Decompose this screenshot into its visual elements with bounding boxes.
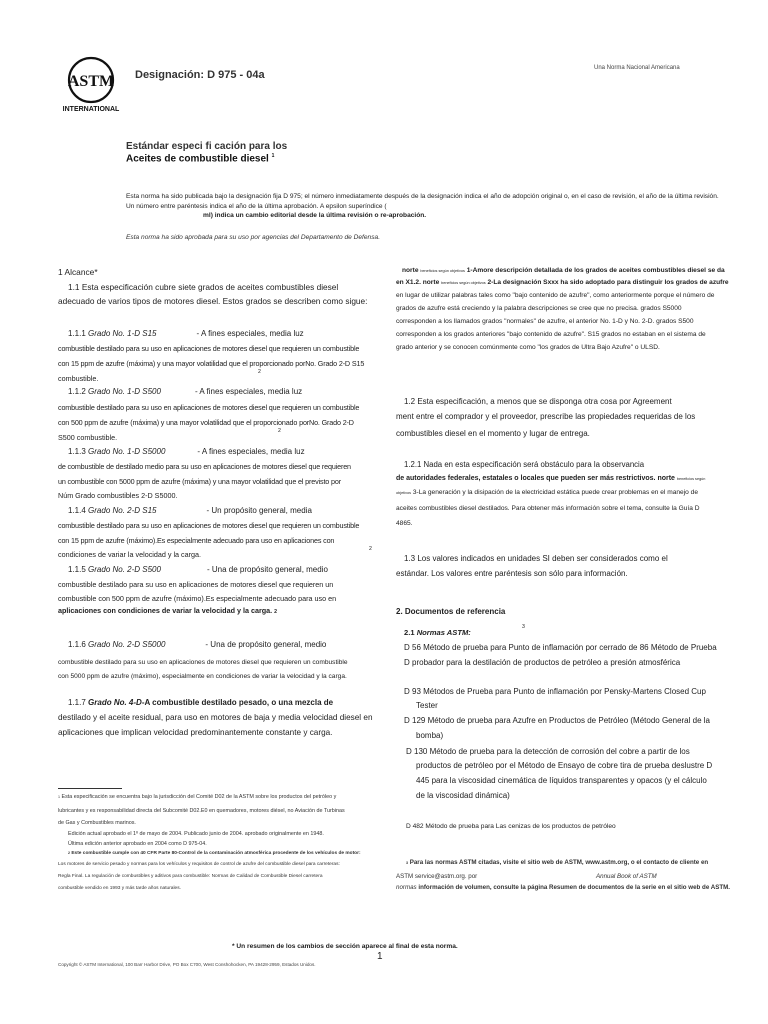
note-2-line-2: en lugar de utilizar palabras tales como "bajo contenido de azufre", como anteriormente porque el número de bbox=[396, 292, 715, 299]
para-1-1-line-2: adecuado de varios tipos de motores diesel. Estos grados se describen como sigue: bbox=[58, 296, 368, 306]
ref-d56-line-1: D 56 Método de prueba para Punto de inflamación por cerrado de 86 Método de Prueba bbox=[404, 643, 717, 652]
section-2-1-heading bbox=[404, 627, 471, 639]
grade-intro: - A fines especiales, media luz bbox=[196, 329, 304, 338]
footnote-italic: normas bbox=[396, 884, 417, 891]
grade-name: Grado No. 4-D bbox=[88, 698, 142, 707]
title-text: Aceites de combustible diesel bbox=[126, 153, 269, 165]
footnote-mark: 2 bbox=[68, 851, 70, 855]
para-text: de autoridades federales, estatales o locales que pueden ser más restrictivos. norte bbox=[396, 475, 675, 482]
grade-1-1-4-line-2: con 15 ppm de azufre (máximo).Es especialmente adecuado para uso en aplicaciones con bbox=[58, 536, 335, 545]
ref-d129-line-1: D 129 Método de prueba para Azufre en Productos de Petróleo (Método General de la bbox=[404, 716, 710, 725]
footnote-text: Este combustible cumple con 40 CFR Parte 80-Control de la contaminación atmosférica procedente de los vehículos de motor: bbox=[71, 851, 361, 856]
section-2-1-footnote: 3 bbox=[522, 624, 525, 630]
footnote-2-line-4: combustible vendido en 1993 y más tarde años naturales. bbox=[58, 886, 181, 891]
grade-number: 1.1.4 bbox=[68, 506, 86, 515]
logo-letters: ASTM bbox=[67, 73, 115, 90]
footnote-divider bbox=[58, 788, 122, 789]
note-lead: norte bbox=[402, 267, 419, 274]
section-title: Normas ASTM: bbox=[416, 628, 471, 637]
grade-1-1-7-line-1: destilado y el aceite residual, para uso en motores de baja y media velocidad diesel en bbox=[58, 713, 373, 722]
footnote-mark: 3 bbox=[406, 861, 408, 865]
copyright-line: Copyright © ASTM International, 100 Barr Harbor Drive, PO Box C700, West Conshohocken, PA 19428-2959, Estados Unidos. bbox=[58, 962, 316, 967]
grade-intro: - Una de propósito general, medio bbox=[206, 565, 328, 574]
note-2-line-4: corresponden a los llamados grados "normales" de azufre, el anterior No. 1-D y No. 2-D. grados S500 bbox=[396, 318, 694, 325]
grade-1-1-2-heading bbox=[68, 386, 302, 398]
grade-name: Grado No. 2-D S500 bbox=[88, 565, 161, 574]
grade-1-1-3-line-3: Núm Grado combustibles 2-D S5000. bbox=[58, 491, 178, 500]
note-tiny-label: beneficios según bbox=[676, 477, 706, 481]
defense-approval-note: Esta norma ha sido aprobada para su uso por agencias del Departamento de Defensa. bbox=[126, 234, 381, 241]
note-2-line-5: corresponden a los grados anteriores "bajo contenido de azufre". S15 grados no estaban en el sistema de bbox=[396, 331, 706, 338]
footnote-text: Para las normas ASTM citadas, visite el sitio web de ASTM, www.astm.org, o el contacto de cliente en bbox=[409, 859, 709, 866]
grade-intro: - A fines especiales, media luz bbox=[197, 447, 305, 456]
note-3-line-2: aceites combustibles diesel destilados. Para obtener más información sobre el tema, consulte la Guía D bbox=[396, 505, 700, 512]
grade-1-1-4-line-1: combustible destilado para su uso en aplicaciones de motores diesel que requieren un combustible bbox=[58, 521, 360, 530]
grade-name: Grado No. 2-D S5000 bbox=[88, 640, 166, 649]
grade-intro: - Un propósito general, media bbox=[206, 506, 312, 515]
grade-1-1-5-line-1: combustible destilado para su uso en aplicaciones de motores diesel que requieren un bbox=[58, 580, 334, 589]
grade-1-1-6-heading bbox=[68, 639, 326, 651]
grade-1-1-2-line-3: S500 combustible. bbox=[58, 433, 118, 442]
grade-text: aplicaciones con condiciones de variar la velocidad y la carga. bbox=[58, 606, 273, 615]
footnote-1-line-2: lubricantes y es responsabilidad directa del Subcomité D02.E0 en quemadores, motores diésel, no Aviación de Turbinas bbox=[58, 808, 345, 814]
grade-1-1-5-line-2: combustible con 500 ppm de azufre (máximo).Es especialmente adecuado para uso en bbox=[58, 594, 337, 603]
page-number: 1 bbox=[377, 951, 383, 962]
grade-1-1-5-heading bbox=[68, 564, 328, 576]
footnote-2-line-1 bbox=[68, 849, 361, 858]
issuance-epsilon-note: ml) indica un cambio editorial desde la última revisión o re-aprobación. bbox=[203, 212, 427, 219]
para-1-2-line-1: 1.2 Esta especificación, a menos que se disponga otra cosa por Agreement bbox=[404, 397, 672, 406]
para-1-1-line-1: 1.1 Esta especificación cubre siete grados de aceites combustibles diesel bbox=[68, 282, 339, 292]
title-line-1: Estándar especi fi cación para los bbox=[126, 141, 288, 152]
footnote-1-line-3: de Gas y Combustibles marinos. bbox=[58, 820, 136, 826]
note-tiny-label: beneficios según objetivos bbox=[420, 269, 465, 273]
ref-d129-line-2: bomba) bbox=[416, 731, 444, 740]
note-text: 3-La generación y la disipación de la electricidad estática puede crear problemas en el manejo de bbox=[412, 489, 699, 496]
grade-1-1-2-footnote: 2 bbox=[278, 428, 281, 434]
ref-d130-line-4: de la viscosidad dinámica) bbox=[416, 791, 510, 800]
note-tiny-label: objetivos bbox=[396, 491, 411, 495]
para-1-3-line-1: 1.3 Los valores indicados en unidades SI deben ser considerados como el bbox=[404, 554, 668, 563]
ref-d130-line-2: productos de petróleo por el Método de Ensayo de cobre tira de prueba deslustre D bbox=[416, 761, 713, 770]
grade-name: Grado No. 1-D S5000 bbox=[88, 447, 166, 456]
grade-1-1-4-heading bbox=[68, 505, 312, 517]
grade-1-1-1-heading bbox=[68, 328, 304, 340]
grade-intro: -A combustible destilado pesado, o una mezcla de bbox=[141, 698, 334, 707]
note-1-line-1 bbox=[402, 265, 725, 277]
footnote-1-line-1 bbox=[58, 793, 336, 801]
section-2-heading: 2. Documentos de referencia bbox=[396, 607, 506, 616]
section-1-heading: 1 Alcance* bbox=[58, 267, 98, 277]
grade-1-1-5-line-3 bbox=[58, 605, 277, 618]
footnote-mark: 1 bbox=[58, 795, 60, 799]
para-1-2-1-line-1: 1.2.1 Nada en esta especificación será obstáculo para la observancia bbox=[404, 460, 645, 469]
ref-d56-line-2: D probador para la destilación de productos de petróleo a presión atmosférica bbox=[404, 658, 681, 667]
logo-tagline: INTERNATIONAL bbox=[62, 106, 120, 113]
title-line-2 bbox=[126, 153, 274, 164]
issuance-statement: Esta norma ha sido publicada bajo la designación fija D 975; el número inmediatamente después de la designación indica el año de adopción original o, en el caso de revisión, el año de la última revisión. Un número entre paréntesis indica el año de la última aprobación. A epsilon superíndice ( bbox=[126, 193, 719, 210]
grade-number: 1.1.3 bbox=[68, 447, 86, 456]
grade-number: 1.1.5 bbox=[68, 565, 86, 574]
grade-1-1-1-footnote: 2 bbox=[258, 369, 261, 375]
footnote-3-line-1 bbox=[406, 859, 708, 867]
ref-d482: D 482 Método de prueba para Las cenizas de los productos de petróleo bbox=[406, 823, 616, 830]
note-2-line-3: grados de azufre está creciendo y la palabra descripciones se cree que no precisa. grados S5000 bbox=[396, 305, 682, 312]
note-lead: en X1.2. norte bbox=[396, 279, 440, 286]
grade-1-1-5-footnote: 2 bbox=[274, 609, 278, 615]
note-3-line-3: 4865. bbox=[396, 520, 413, 527]
para-1-2-line-3: combustibles diesel en el momento y lugar de entrega. bbox=[396, 429, 590, 438]
footnote-1-line-4: Edición actual aprobado el 1º de mayo de 2004. Publicado junio de 2004. aprobado originalmente en 1948. bbox=[68, 831, 324, 837]
ref-d93-line-2: Tester bbox=[416, 701, 438, 710]
note-tiny-label: beneficios según objetivos bbox=[441, 281, 486, 285]
note-text: 2-La designación Sxxx ha sido adoptado para distinguir los grados de azufre bbox=[487, 279, 729, 286]
ref-d130-line-1: D 130 Método de prueba para la detección de corrosión del cobre a partir de los bbox=[406, 747, 690, 756]
grade-name: Grado No. 2-D S15 bbox=[88, 506, 157, 515]
grade-1-1-3-line-2: un combustible con 5000 ppm de azufre (máxima) y una mayor volatilidad que el previsto por bbox=[58, 477, 341, 486]
grade-1-1-1-line-1: combustible destilado para su uso en aplicaciones de motores diesel que requieren un combustible bbox=[58, 344, 360, 353]
grade-1-1-2-line-1: combustible destilado para su uso en aplicaciones de motores diesel que requieren un combustible bbox=[58, 403, 360, 412]
grade-number: 1.1.7 bbox=[68, 698, 86, 707]
changes-summary-note: * Un resumen de los cambios de sección aparece al final de esta norma. bbox=[232, 943, 458, 950]
grade-number: 1.1.1 bbox=[68, 329, 86, 338]
grade-1-1-2-line-2: con 500 ppm de azufre (máxima) y una mayor volatilidad que el proporcionado porNo. Grado 2-D bbox=[58, 418, 354, 427]
footnote-text: Esta especificación se encuentra bajo la jurisdicción del Comité D02 de la ASTM sobre los productos del petróleo y bbox=[61, 794, 337, 800]
designation: Designación: D 975 - 04a bbox=[135, 69, 265, 81]
para-1-3-line-2: estándar. Los valores entre paréntesis son sólo para información. bbox=[396, 569, 628, 578]
grade-1-1-7-heading bbox=[68, 697, 333, 709]
note-2-line-1 bbox=[396, 277, 729, 289]
grade-1-1-3-line-1: de combustible de destilado medio para su uso en aplicaciones de motores diesel que requieren bbox=[58, 462, 351, 471]
footnote-2-line-3: Regla Final. La regulación de combustibles y aditivos para combustible: Normas de Calidad de Combustible Diesel carretera bbox=[58, 874, 323, 879]
ref-d93-line-1: D 93 Métodos de Prueba para Punto de inflamación por Pensky-Martens Closed Cup bbox=[404, 687, 706, 696]
grade-intro: - Una de propósito general, medio bbox=[205, 640, 327, 649]
footnote-3-line-3 bbox=[396, 884, 730, 892]
grade-number: 1.1.6 bbox=[68, 640, 86, 649]
grade-1-1-4-line-3: condiciones de variar la velocidad y la carga. bbox=[58, 550, 202, 559]
ref-d130-line-3: 445 para la viscosidad cinemática de líquidos transparentes y opacos (y el cálculo bbox=[416, 776, 707, 785]
footnote-3-line-2a: ASTM service@astm.org. por bbox=[396, 873, 478, 880]
astm-logo bbox=[60, 55, 122, 117]
title-footnote-mark: 1 bbox=[271, 153, 275, 159]
grade-name: Grado No. 1-D S15 bbox=[88, 329, 157, 338]
grade-1-1-1-line-2: con 15 ppm de azufre (máxima) y una mayor volatilidad que el proporcionado porNo. Grado 2-D S15 bbox=[58, 359, 365, 368]
grade-1-1-6-line-1: combustible destilado para su uso en aplicaciones de motores diesel que requieren un combustible bbox=[58, 659, 348, 666]
footnote-2-line-2: Los motores de servicio pesado y normas para los vehículos y requisitos de control de azufre del combustible diesel para carreteras: bbox=[58, 862, 340, 867]
grade-1-1-7-line-2: aplicaciones que implican velocidad predominantemente constante y carga. bbox=[58, 728, 333, 737]
grade-1-1-4-footnote: 2 bbox=[369, 546, 372, 552]
grade-1-1-3-heading bbox=[68, 446, 305, 458]
note-2-line-6: grado anterior y se conocen comúnmente como "los grados de Ultra Bajo Azufre" o ULSD. bbox=[396, 344, 660, 351]
grade-1-1-1-line-3: combustible. bbox=[58, 374, 99, 383]
grade-1-1-6-line-2: con 5000 ppm de azufre (máximo), especialmente en condiciones de variar la velocidad y la carga. bbox=[58, 673, 347, 680]
footnote-1-line-5: Última edición anterior aprobado en 2004 como D 975-04. bbox=[68, 841, 207, 847]
grade-intro: - A fines especiales, media luz bbox=[194, 387, 303, 396]
footnote-3-line-2b: Annual Book of ASTM bbox=[596, 873, 657, 880]
note-3-line-1 bbox=[396, 487, 698, 499]
national-standard-label: Una Norma Nacional Americana bbox=[594, 65, 680, 71]
note-text: 1-Amore descripción detallada de los grados de aceites combustibles diesel se da bbox=[466, 267, 725, 274]
grade-name: Grado No. 1-D S500 bbox=[88, 387, 161, 396]
footnote-text: información de volumen, consulte la página Resumen de documentos de la serie en el sitio web de ASTM. bbox=[418, 884, 730, 891]
para-1-2-line-2: ment entre el comprador y el proveedor, prescribe las propiedades requeridas de los bbox=[396, 412, 696, 421]
section-number: 2.1 bbox=[404, 628, 415, 637]
para-1-2-1-line-2 bbox=[396, 473, 705, 485]
grade-number: 1.1.2 bbox=[68, 387, 86, 396]
